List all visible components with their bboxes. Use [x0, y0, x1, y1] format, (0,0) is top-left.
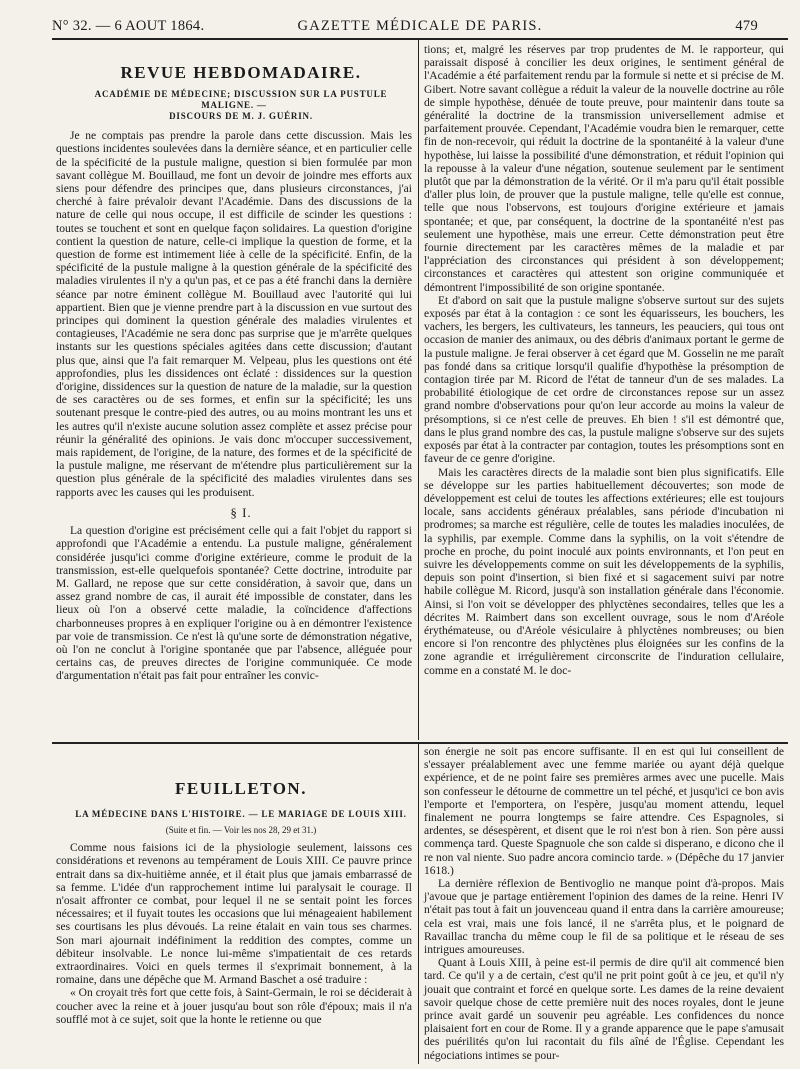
feuilleton-right-paragraph-3: Quant à Louis XIII, à peine est-il permis de dire qu'il ait commencé bien tard. Ce qu'il y a de certain, c'est qu'il ne prit point goût à ce jeu, et qu'il n'y jouait que contraint et forcé en quelque sorte. Les dames de la reine devaient savoir quelque chose de cette première nuit des noces royales, dont le jeune prince avait gardé un souvenir peu agréable. Les confidences du nonce plaisaient fort en cour de Rome. Il y a grande apparence que le pape s'amusait des puérilités qu'on lui racontait du fils aîné de l'Église. Cependant les négociations intimes se pour- [424, 957, 784, 1062]
revue-subtitle-1: ACADÉMIE DE MÉDECINE; DISCUSSION SUR LA PUSTULE MALIGNE. — [94, 89, 388, 111]
revue-title: REVUE HEBDOMADAIRE. [120, 63, 362, 82]
column-rule-upper [418, 40, 419, 740]
feuilleton-rule [52, 742, 788, 744]
feuilleton-continuation-note: (Suite et fin. — Voir les nos 28, 29 et 31.) [165, 825, 317, 836]
revue-right-paragraph-1: tions; et, malgré les réserves par trop prudentes de M. le rapporteur, qui paraissait disposé à concilier les deux origines, le sentiment général de l'Académie a été parfaitement rendu par la formule si nette et si précise de M. Gibert. Notre savant collègue a réduit la valeur de la nouvelle doctrine au rôle de simple hypothèse, dénuée de toute preuve, pour maintenir dans toute sa généralité la doctrine de la transmission universellement admise et parfaitement prouvée. Cependant, l'Académie voudra bien le remarquer, cette fin de non-recevoir, qui réduit la doctrine de la spontanéité à la valeur d'une hypothèse, lui laisse la possibilité d'une démonstration, et réduit l'opinion qui la repousse à la valeur d'une négation, soutenue seulement par le sentiment plutôt que par la démonstration de la vérité. Or il m'a paru qu'il était possible d'aller plus loin, de prouver que la pustule maligne, telle qu'elle est connue, telle que nous l'observons, est toujours d'origine extérieure et jamais spontanée; et que, par conséquent, la doctrine de la spontanéité n'est pas seulement une hypothèse, mais une erreur. Cette démonstration peut être fournie directement par les caractères mêmes de la maladie et par l'appréciation des circonstances qui président à son développement; circonstances et caractères qui attestent son origine communiquée et démontrent l'impossibilité de son origine spontanée. [424, 44, 784, 294]
feuilleton-left-paragraph-2: « On croyait très fort que cette fois, à Saint-Germain, le roi se déciderait à coucher avec la reine et à jouer jusqu'au bout son rôle d'époux; mais il n'a soufflé mot à ce sujet, soit que la honte le retienne ou que [56, 987, 412, 1026]
feuilleton-subtitle: LA MÉDECINE DANS L'HISTOIRE. — LE MARIAGE DE LOUIS XIII. [75, 809, 407, 820]
feuilleton-left-column [56, 779, 412, 1027]
running-header [52, 12, 788, 36]
revue-right-paragraph-3: Mais les caractères directs de la maladie sont bien plus significatifs. Elle se développe sur les parties habituellement découvertes; son mode de développement est celui de toutes les affections extérieures; elle est toujours locale, sans accidents généraux préalables, sans période d'incubation ni prodromes; sa marche est régulière, celle de toutes les maladies inoculées, de la syphilis, par exemple. Comme dans la syphilis, on la voit s'étendre de proche en proche, du point inoculé aux points environnants, et l'on peut en suivre les développements comme on suit les développements de la syphilis, depuis son point d'insertion, si bien fixé et si sagacement suivi par notre habile collègue M. Ricord, jusqu'à son installation générale dans l'économie. Ainsi, si l'on voit se développer des phlyctènes secondaires, telles que les a décrites M. Raimbert dans son excellent ouvrage, sous le nom d'Aréole érythémateuse, ou d'Aréole vésiculaire à phlyctènes nombreuses; ou bien encore si l'on rencontre des phlyctènes plus éloignées sur les confins de la zone agrandie et irrégulièrement circonscrite de l'induration cellulaire, comme en a constaté M. le doc- [424, 466, 784, 677]
feuilleton-right-paragraph-2: La dernière réflexion de Bentivoglio ne manque point d'à-propos. Mais j'avoue que je partage entièrement l'opinion des dames de la reine. Henri IV n'était pas tout à fait un jouvenceau quand il entra dans la carrière amoureuse; cela est vrai, mais une fois lancé, il ne s'arrêta plus, et le poignard de Ravaillac trancha du même coup le fil de sa politique et le réseau de ses intrigues amoureuses. [424, 878, 784, 957]
feuilleton-right-paragraph-1: son énergie ne soit pas encore suffisante. Il en est qui lui conseillent de s'essayer préalablement avec une femme mariée ou ayant déjà quelque expérience, et de ne point faire ses premières armes avec une pucelle. Mais son confesseur le détourne de commettre un tel péché, et jusqu'ici ce bon avis l'emporte et l'emportera, on l'espère, jusqu'au moment attendu, lequel finalement ne pourra longtemps se faire attendre. Ces Espagnoles, si ardentes, se désespèrent, et disent que le roi n'est bon à rien. Son père aussi commença tard. Queste Spagnuole che son calde si disperano, e dicono che il re non val niente. Suo padre ancora comincio tarde. » (Dépêche du 17 janvier 1618.) [424, 746, 784, 877]
section-mark: § I. [230, 504, 252, 520]
revue-right-paragraph-2: Et d'abord on sait que la pustule maligne s'observe surtout sur des sujets exposés par état à la contagion : ce sont les équarisseurs, les bouchers, les vachers, les bergers, les cultivateurs, les tanneurs, les peauciers, qui tous ont occasion de manier des animaux, ou des débris d'animaux portant le germe de la pustule maligne. Je ferai observer à cet égard que M. Gosselin ne me paraît pas fondé dans sa critique lorsqu'il qualifie d'hypothèse la présomption de contagion tirée par M. Ricord de l'état de tanneur d'un de ses malades. La probabilité étiologique de cet ordre de circonstances repose sur un assez grand nombre d'observations pour qu'on leur accorde au moins la valeur de présomptions, si ce n'est celle de preuves. Eh bien ! s'il est démontré que, dans le plus grand nombre des cas, la pustule maligne s'observe sur des sujets exposés par état à la contracter par contagion, toutes les présomptions sont en faveur de ce genre d'origine. [424, 294, 784, 466]
feuilleton-title: FEUILLETON. [175, 779, 307, 798]
feuilleton-right-column [424, 746, 784, 1063]
revue-section-paragraph: La question d'origine est précisément celle qui a fait l'objet du rapport si approfondi que l'Académie a entendu. La pustule maligne, généralement considérée jusqu'ici comme d'origine extérieure, comme le produit de la transmission, est-elle quelquefois spontanée? Cette doctrine, introduite par M. Gallard, ne repose que sur cette considération, à savoir que, dans un assez grand nombre de cas, il aurait été impossible de constater, dans les lieux où l'on a observé cette maladie, la coïncidence d'affections charbonneuses propres à en expliquer l'origine ou à en démontrer l'existence par voie de transmission. Ce n'est là qu'une sorte de démonstration négative, où l'on ne conclut à l'origine spontanée que par l'absence, alléguée pour certains cas, de preuves directes de l'origine communiquée. Ce mode d'argumentation n'était pas fait pour entraîner les convic- [56, 525, 412, 683]
revue-subtitle-2: DISCOURS DE M. J. GUÉRIN. [169, 111, 313, 122]
revue-intro-paragraph: Je ne comptais pas prendre la parole dans cette discussion. Mais les questions incidentes soulevées dans la dernière séance, et en particulier celle de la spécificité de la pustule maligne, question si bien formulée par mon savant collègue M. Bouillaud, me font un devoir de joindre mes efforts aux siens pour défendre des principes que, dans plusieurs circonstances, j'ai cherché à faire prévaloir devant l'Académie. Dans des discussions de la nature de celle qui nous occupe, il est difficile de scinder les questions : toutes se touchent et sont en quelque façon solidaires. La question d'origine contient la question de nature, celle-ci implique la question de forme, et la question de forme est intimement liée à celle de la spécificité. Enfin, de la spécificité de la pustule maligne à la question générale de la spécificité des maladies virulentes il n'y a qu'un pas, et ce pas a été franchi dans la dernière séance par notre éminent collègue M. Bouillaud avec l'autorité qui lui appartient. Bien que je vienne prendre part à la discussion en vue surtout des principes qui dominent la question générale des maladies virulentes et contagieuses, l'Académie ne sera donc pas surprise que je m'arrête quelques instants sur les questions spéciales agitées dans cette discussion; d'autant plus que, ainsi que l'a fait remarquer M. Velpeau, plus les questions ont été approfondies, plus les dissidences ont éclaté : dissidences sur la question d'origine, dissidences sur la question de nature de la maladie, sur la question de ses caractères ou de ses formes, et enfin sur la spécificité; les uns soutenant presque le contre-pied des autres, ou au moins montrant les uns et les autres qu'il n'existe aucune solution assez complète et assez précise pour réunir la généralité des opinions. Je vais donc m'occuper successivement, mais rapidement, de l'origine, de la nature, des formes et de la spécificité de la pustule maligne, me réservant de m'étendre plus particulièrement sur la question plus générale de la spécificité des maladies virulentes dans ses rapports avec les causes qui les produisent. [56, 130, 412, 499]
issue-number: N° 32. — 6 AOUT 1864. [52, 18, 205, 34]
journal-title: GAZETTE MÉDICALE DE PARIS. [297, 18, 543, 34]
page-number: 479 [735, 18, 758, 34]
revue-left-column [56, 63, 412, 684]
revue-right-column [424, 44, 784, 678]
feuilleton-left-paragraph-1: Comme nous faisions ici de la physiologie seulement, laissons ces considérations et revenons au tempérament de Louis XIII. Ce pauvre prince entrait dans sa dix-huitième année, et il était plus que jamais embarrassé de sa femme. L'idée d'un rapprochement intime lui paralysait le courage. Il n'osait affronter ce combat, pour lequel il ne se sentait point les forces nécessaires; et il fuyait toutes les occasions que lui ménageaient habilement ses courtisans les plus dévoués. La reine étalait en vain tous ses charmes. Son mari ajournait indéfiniment la reddition des comptes, comme un débiteur insolvable. Le nonce lui-même s'impatientait de ces retards extraordinaires. Voici en quels termes il s'exprimait bonnement, à la romaine, dans une dépêche que M. Armand Baschet a osé traduire : [56, 842, 412, 987]
header-rule [52, 38, 788, 40]
column-rule-lower [418, 744, 419, 1064]
